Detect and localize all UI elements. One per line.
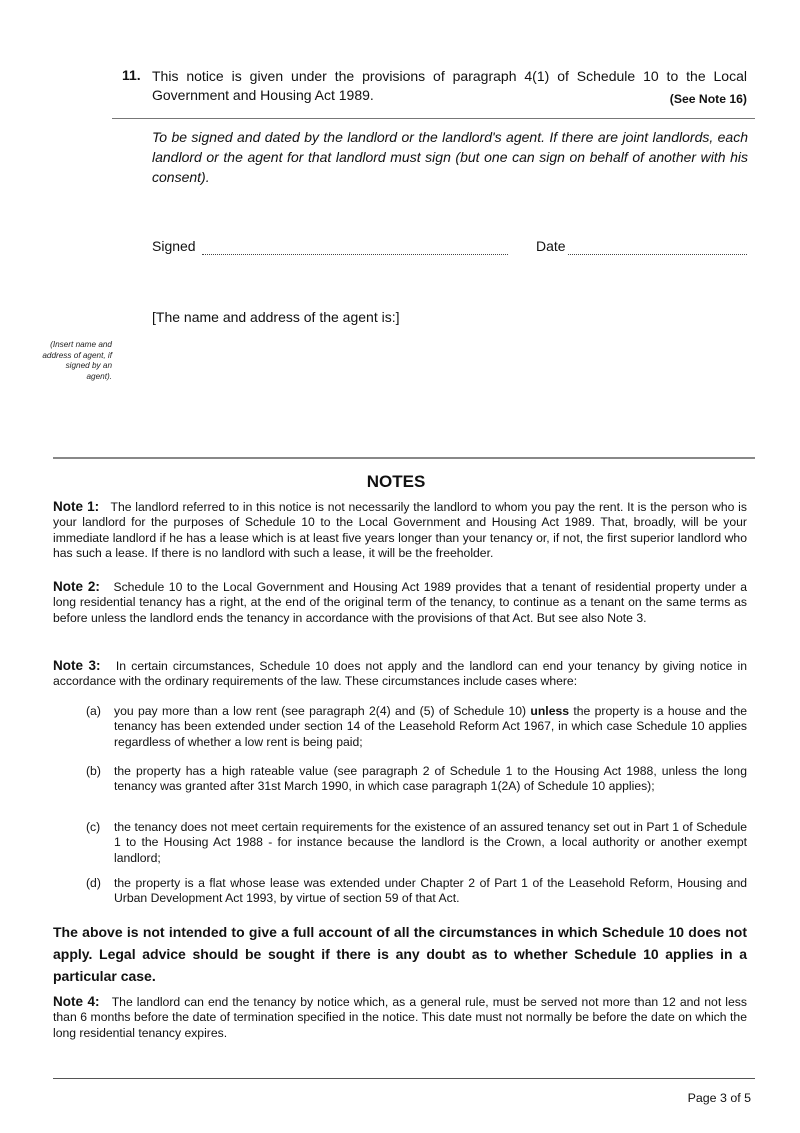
list-item-emphasis: unless [530, 704, 570, 718]
section-number: 11. [122, 67, 141, 83]
agent-name-address-label: [The name and address of the agent is:] [152, 309, 400, 325]
note-1-text: The landlord referred to in this notice is not necessarily the landlord to whom you pay the rent. It is the person who is your landlord for the purposes of Schedule 10 to the Local Government and Housing Act 1989. That, broadly, will be your immediate landlord if he has a lease which is at least five years longer than your tenancy or, if not, the first superior landlord who has such a lease. If there is no landlord with such a lease, it will be the freeholder. [53, 500, 747, 561]
signing-instruction: To be signed and dated by the landlord or the landlord's agent. If there are joint landlords, each landlord or the agent for that landlord must sign (but one can sign on behalf of another with his consent). [152, 129, 748, 185]
list-item [86, 704, 747, 750]
notes-title: NOTES [366, 472, 426, 491]
list-item-letter: (a) [86, 704, 101, 718]
date-label: Date [536, 238, 566, 254]
note-4-text: The landlord can end the tenancy by notice which, as a general rule, must be served not more than 12 and not less than 6 months before the date of termination specified in the notice. This date must not normally be before the date on which the long residential tenancy expires. [53, 995, 747, 1040]
list-item-text: the tenancy does not meet certain requirements for the existence of an assured tenancy set out in Part 1 of Schedule 1 to the Housing Act 1988 - for instance because the landlord is the Crown, a local authority or another exempt landlord; [114, 820, 747, 865]
note-3 [53, 658, 747, 690]
footer-divider [53, 1078, 755, 1079]
list-item-letter: (b) [86, 764, 101, 778]
notes-divider [53, 457, 755, 459]
signed-label: Signed [152, 238, 196, 254]
note-4 [53, 994, 747, 1041]
note-1 [53, 499, 747, 562]
note-2-text: Schedule 10 to the Local Government and Housing Act 1989 provides that a tenant of residential property under a long residential tenancy has a right, at the end of the original term of the tenancy, to continue as a tenant on the same terms as before unless the landlord ends the tenancy in accordance with the provisions of that Act. But see also Note 3. [53, 580, 747, 625]
note-2-label: Note 2: [53, 579, 100, 594]
list-item-text: the property is a flat whose lease was extended under Chapter 2 of Part 1 of the Leasehold Reform, Housing and Urban Development Act 1993, by virtue of section 59 of that Act. [114, 876, 747, 906]
list-item-letter: (c) [86, 820, 101, 834]
list-item [86, 764, 747, 795]
page-number: Page 3 of 5 [687, 1091, 751, 1105]
date-line[interactable] [568, 236, 747, 255]
divider [112, 118, 755, 119]
list-item [86, 876, 747, 907]
note-3-label: Note 3: [53, 658, 101, 673]
list-item-text [114, 704, 747, 750]
list-item-letter: (d) [86, 876, 101, 890]
list-item [86, 820, 747, 866]
section-11-line-1: This notice is given under the provisions of paragraph 4(1) of Schedule 10 to the Local [152, 68, 747, 84]
section-11-note-reference: (See Note 16) [669, 92, 747, 106]
list-item-text: the property has a high rateable value (see paragraph 2 of Schedule 1 to the Housing Act 1988, unless the long tenancy was granted after 31st March 1990, in which case paragraph 1(2A) of Schedule 10 applies); [114, 764, 747, 794]
list-item-text-part: you pay more than a low rent (see paragraph 2(4) and (5) of Schedule 10) [114, 704, 531, 718]
section-11-line-2: Government and Housing Act 1989. [152, 87, 374, 103]
margin-note: (Insert name and address of agent, if signed by an agent). [42, 340, 112, 381]
legal-warning: The above is not intended to give a full account of all the circumstances in which Schedule 10 does not apply. Legal advice should be sought if there is any doubt as to whether Schedule 10 applies in a particular case. [53, 924, 747, 984]
note-1-label: Note 1: [53, 499, 100, 514]
signature-line[interactable] [202, 236, 508, 255]
list-item-text-part: the property is a house and the tenancy has been extended under section 14 of the Leasehold Reform Act 1967, in which case Schedule 10 applies regardless of whether a low rent is being paid; [114, 704, 747, 749]
note-4-label: Note 4: [53, 994, 100, 1009]
note-2 [53, 579, 747, 626]
note-3-text: In certain circumstances, Schedule 10 does not apply and the landlord can end your tenancy by giving notice in accordance with the ordinary requirements of the law. These circumstances include cases where: [53, 659, 747, 689]
